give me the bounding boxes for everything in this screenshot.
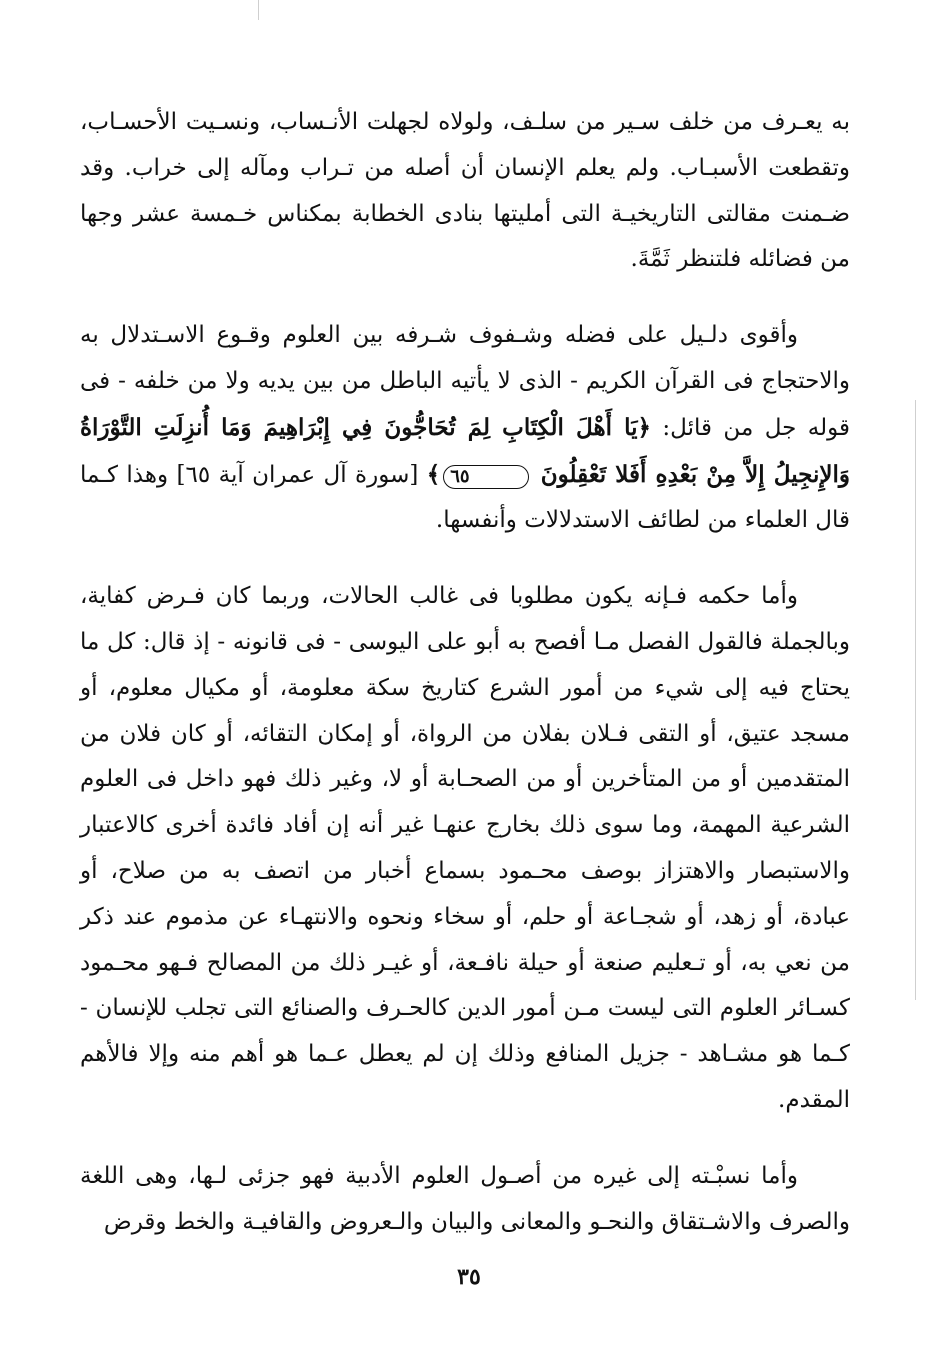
paragraph-2-continuation: وهذا كـما قال العلماء من لطائف الاستدلالات وأنفسها. xyxy=(80,461,850,534)
quran-close-bracket: ﴾ xyxy=(426,460,441,488)
page-number: ٣٥ xyxy=(457,1264,481,1290)
quran-citation: [سورة آل عمران آية ٦٥] xyxy=(176,461,419,488)
paragraph-2 xyxy=(80,313,850,544)
quran-verse: يَا أَهْلَ الْكِتَابِ لِمَ تُحَاجُّونَ فِي إِبْرَاهِيمَ وَمَا أُنزِلَتِ التَّوْرَاةُ وَالإِنجِيلُ إِلاَّ مِنْ بَعْدِهِ أَفَلا تَعْقِلُونَ xyxy=(80,413,850,488)
paragraph-gap xyxy=(80,1124,850,1154)
paragraph-gap xyxy=(80,283,850,313)
paragraph-1: به يعـرف من خلف سـير من سلـف، ولولاه لجهلت الأنـساب، ونسـيت الأحسـاب، وتقطعت الأسبـاب. ولم يعلم الإنسان أن أصله من تـراب ومآله إلى خراب. وقد ضـمنت مقالتى التاريخيـة التى أمليتها بنادى الخطابة بمكناس خـمسة عشر وجها من فضائله فلتنظر ثَمَّةَ. xyxy=(80,109,850,273)
paragraph-gap xyxy=(80,544,850,574)
scan-edge-mark xyxy=(915,400,916,1000)
paragraph-4: وأما نسبْـته إلى غيره من أصـول العلوم الأدبية فهو جزئى لـها، وهى اللغة والصرف والاشـتقاق والنحـو والمعانى والبيان والـعروض والقافيـة والخط وقرض xyxy=(80,1162,850,1235)
scan-edge-mark xyxy=(258,0,259,20)
quran-open-bracket: ﴿ xyxy=(637,413,651,441)
paragraph-3: وأما حكمه فـإنه يكون مطلوبا فى غالب الحالات، وربما كان فـرض كفاية، وبالجملة فالقول الفصل مـا أفصح به أبو على اليوسى - فى قانونه - إذ قال: كل ما يحتاج فيه إلى شيء من أمور الشرع كتاريخ سكة معلومة، أو مكيال معلوم، أو مسجد عتيق، أو التقى فـلان بفلان من الرواة، أو إمكان التقائه، أو كان فلان من المتقدمين أو من المتأخرين أو من الصحـابة أو لا، وغير ذلك فهو داخل فى العلوم الشرعية المهمة، وما سوى ذلك بخارج عنهـا غير أنه إن أفاد فائدة أخرى كالاعتبار والاستبصار والاهتزاز بوصف محـمود بسماع أخبار من اتصف به من صلاح، أو عبادة، أو زهد، أو شجـاعة أو حلم، أو سخاء ونحوه والانتهـاء عن مذموم عند ذكر من نعي به، أو تـعليم صنعة أو حيلة نافـعة، أو غيـر ذلك من المصالح فـهو محـمود كسـائر العلوم التى ليست مـن أمور الدين كالحـرف والصنائع التى تجلب للإنسان - كـما هو مشـاهد - جزيل المنافع وذلك إن لم يعطل عـما هو أهم منه وإلا فالأهم المقدم. xyxy=(80,583,850,1113)
verse-number-badge: ٦٥ xyxy=(443,465,528,489)
paragraph-2-text: وأقوى دلـيل على فضله وشـفوف شـرفه بين العلوم وقـوع الاسـتدلال به والاحتجاج فى القرآن الكريم - الذى لا يأتيه الباطل من بين يديه ولا من خلفه - فى قوله جل من قائل: xyxy=(80,322,850,441)
page-body xyxy=(80,100,850,1245)
